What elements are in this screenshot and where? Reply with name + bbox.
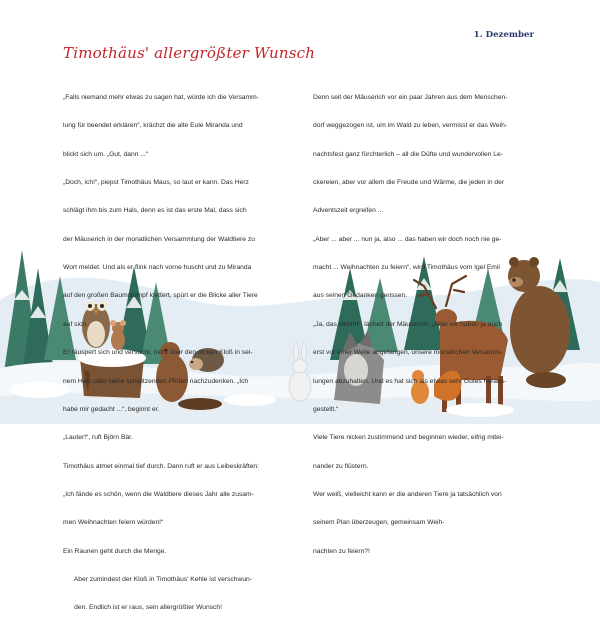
- text-line: macht ... Weihnachten zu feiern“, wird Timothäus vom Igel Emil: [313, 264, 500, 272]
- text-line: der Mäuserich in der monatlichen Versammlung der Waldtiere zu: [63, 235, 255, 243]
- text-line: Wort meldet. Und als er flink nach vorne huscht und zu Miranda: [63, 264, 252, 272]
- text-line: Er räuspert sich und versucht, nicht über den dicken Kloß in sei-: [63, 349, 253, 357]
- text-line: erst vor einer Weile angefangen, unsere monatlichen Versamm-: [313, 349, 503, 357]
- text-line: „Lauter!“, ruft Björn Bär.: [63, 434, 133, 442]
- text-line: „Ja, das stimmt“, lächelt der Mäuserich. „Aber wir haben ja auch: [313, 320, 503, 328]
- text-line: den. Endlich ist er raus, sein allergrößter Wunsch!: [63, 604, 222, 612]
- text-line: nander zu flüstern.: [313, 462, 369, 470]
- story-text-right-column: [313, 74, 543, 575]
- text-line: Ein Raunen geht durch die Menge.: [63, 547, 167, 555]
- text-line: „Ich fände es schön, wenn die Waldtiere dieses Jahr alle zusam-: [63, 490, 254, 498]
- text-line: Wer weiß, vielleicht kann er die anderen Tiere ja tatsächlich von: [313, 490, 502, 498]
- text-line: lungen abzuhalten. Und es hat sich als etwas sehr Gutes heraus-: [313, 377, 507, 385]
- text-line: „Aber ... aber ... nun ja, also ... das haben wir doch noch nie ge-: [313, 235, 502, 243]
- text-line: men Weihnachten feiern würden!“: [63, 519, 164, 527]
- text-line: Denn seit der Mäuserich vor ein paar Jahren aus dem Menschen-: [313, 93, 508, 101]
- text-line: seinem Plan überzeugen, gemeinsam Weih-: [313, 519, 445, 527]
- text-line: aus seinen Gedanken gerissen.: [313, 292, 408, 300]
- text-line: ckereien, aber vor allem die Freude und Wärme, die jeden in der: [313, 178, 505, 186]
- text-line: Timothäus atmet einmal tief durch. Dann ruft er aus Leibeskräften:: [63, 462, 260, 470]
- text-line: „Doch, ich!“, piepst Timothäus Maus, so laut er kann. Das Herz: [63, 178, 249, 186]
- text-line: Adventszeit ergreifen ...: [313, 207, 384, 215]
- text-line: nachten zu feiern?!: [313, 547, 370, 555]
- text-line: blickt sich um. „Gut, dann ...“: [63, 150, 149, 158]
- text-line: schlägt ihm bis zum Hals, denn es ist das erste Mal, dass sich: [63, 207, 247, 215]
- date-label: 1. Dezember: [473, 30, 534, 40]
- story-title: Timothäus' allergrößter Wunsch: [63, 44, 316, 62]
- text-line: auf den großen Baumstumpf klettert, spürt er die Blicke aller Tiere: [63, 292, 258, 300]
- text-line: nem Hals oder seine schwitzenden Pfoten nachzudenken. „Ich: [63, 377, 249, 385]
- text-line: lung für beendet erklären“, krächzt die alte Eule Miranda und: [63, 122, 243, 130]
- text-line: auf sich.: [63, 320, 88, 328]
- text-line: Aber zumindest der Kloß in Timothäus' Kehle ist verschwun-: [63, 576, 252, 584]
- text-line: habe mir gedacht ...“, beginnt er.: [63, 405, 160, 413]
- text-line: dorf weggezogen ist, um im Wald zu leben, vermisst er das Weih-: [313, 122, 508, 130]
- text-line: nachtsfest ganz fürchterlich – all die Düfte und wundervollen Le-: [313, 150, 503, 158]
- text-line: „Falls niemand mehr etwas zu sagen hat, würde ich die Versamm-: [63, 93, 259, 101]
- text-line: Viele Tiere nicken zustimmend und beginnen wieder, eifrig mitei-: [313, 434, 504, 442]
- story-text-left-column: [63, 74, 303, 632]
- text-line: gestellt.“: [313, 405, 339, 413]
